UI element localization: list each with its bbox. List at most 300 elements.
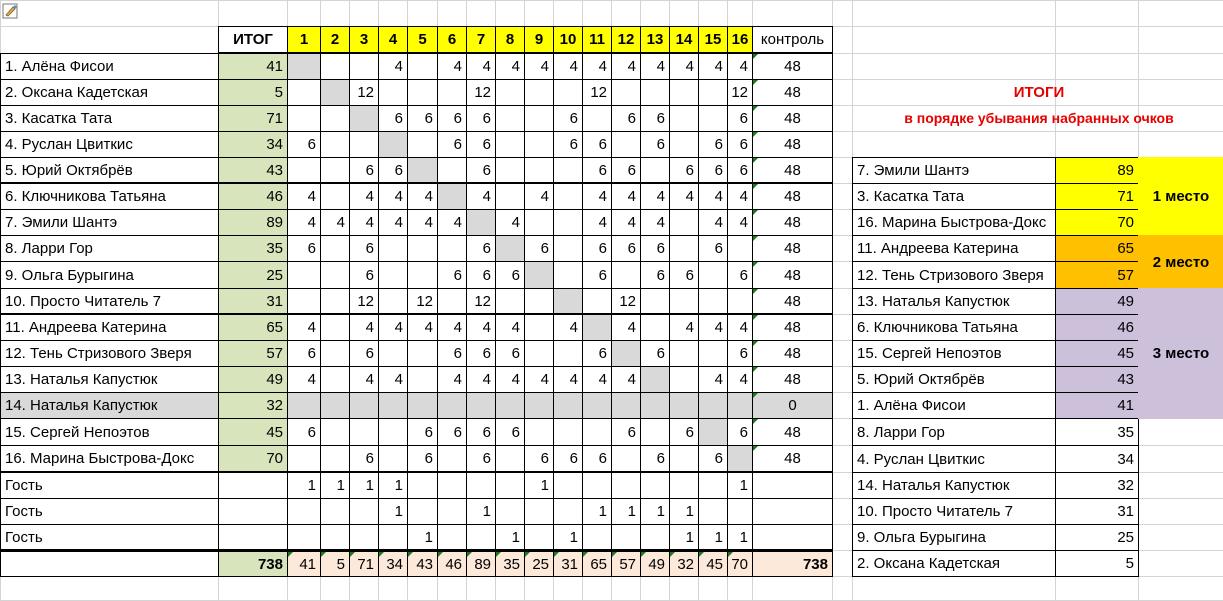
row-total[interactable]: 49 (218, 366, 288, 393)
score-cell[interactable] (466, 524, 496, 551)
score-cell[interactable]: 4 (495, 209, 525, 236)
totals-col[interactable]: 41 (287, 550, 321, 577)
totals-col[interactable]: 31 (553, 550, 583, 577)
totals-col[interactable]: 70 (727, 550, 753, 577)
row-total[interactable] (218, 524, 288, 551)
score-cell[interactable] (611, 392, 641, 419)
score-cell[interactable] (407, 498, 438, 525)
header-control[interactable]: контроль (752, 26, 833, 54)
score-cell[interactable] (287, 261, 321, 289)
score-cell[interactable]: 6 (466, 105, 496, 132)
result-name[interactable]: 16. Марина Быстрова-Докс (852, 209, 1056, 236)
score-cell[interactable] (669, 79, 699, 106)
score-cell[interactable]: 4 (287, 314, 321, 341)
score-cell[interactable]: 6 (524, 445, 554, 473)
score-cell[interactable] (582, 472, 612, 499)
score-cell[interactable]: 1 (669, 524, 699, 551)
score-cell[interactable]: 4 (611, 53, 641, 80)
row-control[interactable]: 48 (752, 183, 833, 210)
row-name[interactable]: 15. Сергей Непоэтов (0, 418, 219, 446)
score-cell[interactable] (553, 183, 583, 210)
score-cell[interactable]: 4 (349, 209, 379, 236)
row-total[interactable]: 5 (218, 79, 288, 106)
row-name[interactable]: 8. Ларри Гор (0, 235, 219, 262)
score-cell[interactable] (437, 472, 467, 499)
score-cell[interactable] (378, 340, 408, 367)
score-cell[interactable]: 1 (698, 524, 728, 551)
score-cell[interactable] (698, 392, 728, 419)
score-cell[interactable]: 4 (698, 53, 728, 80)
result-name[interactable]: 10. Просто Читатель 7 (852, 498, 1056, 525)
score-cell[interactable]: 1 (378, 498, 408, 525)
row-name[interactable]: 2. Оксана Кадетская (0, 79, 219, 106)
score-cell[interactable]: 12 (582, 79, 612, 106)
score-cell[interactable]: 4 (727, 183, 753, 210)
result-name[interactable]: 12. Тень Стризового Зверя (852, 261, 1056, 289)
row-name[interactable]: Гость (0, 524, 219, 551)
row-name[interactable]: 9. Ольга Бурыгина (0, 261, 219, 289)
score-cell[interactable] (495, 79, 525, 106)
score-cell[interactable]: 4 (378, 314, 408, 341)
score-cell[interactable]: 6 (669, 157, 699, 184)
totals-col[interactable]: 65 (582, 550, 612, 577)
score-cell[interactable] (349, 418, 379, 446)
row-name[interactable]: 11. Андреева Катерина (0, 314, 219, 341)
row-control[interactable]: 48 (752, 288, 833, 315)
score-cell[interactable]: 6 (698, 131, 728, 158)
row-name[interactable]: 3. Касатка Тата (0, 105, 219, 132)
score-cell[interactable]: 6 (466, 235, 496, 262)
header-itog[interactable]: ИТОГ (218, 26, 288, 54)
row-total[interactable]: 41 (218, 53, 288, 80)
score-cell[interactable]: 4 (437, 209, 467, 236)
row-total[interactable]: 65 (218, 314, 288, 341)
score-cell[interactable]: 1 (495, 524, 525, 551)
row-total[interactable]: 32 (218, 392, 288, 419)
score-cell[interactable]: 1 (582, 498, 612, 525)
row-total[interactable]: 70 (218, 445, 288, 473)
score-cell[interactable]: 6 (611, 157, 641, 184)
score-cell[interactable]: 4 (378, 209, 408, 236)
row-total[interactable] (218, 498, 288, 525)
score-cell[interactable]: 4 (524, 53, 554, 80)
row-control[interactable]: 48 (752, 445, 833, 473)
score-cell[interactable] (495, 105, 525, 132)
score-cell[interactable] (287, 498, 321, 525)
row-control[interactable]: 48 (752, 157, 833, 184)
result-name[interactable]: 2. Оксана Кадетская (852, 550, 1056, 577)
score-cell[interactable] (553, 418, 583, 446)
score-cell[interactable]: 4 (611, 314, 641, 341)
score-cell[interactable] (640, 418, 670, 446)
score-cell[interactable] (582, 392, 612, 419)
result-score[interactable]: 70 (1055, 209, 1139, 236)
score-cell[interactable] (698, 340, 728, 367)
score-cell[interactable]: 6 (727, 261, 753, 289)
score-cell[interactable] (320, 79, 350, 106)
score-cell[interactable] (437, 288, 467, 315)
score-cell[interactable]: 4 (698, 366, 728, 393)
result-name[interactable]: 7. Эмили Шантэ (852, 157, 1056, 184)
score-cell[interactable] (378, 288, 408, 315)
row-control[interactable]: 0 (752, 392, 833, 419)
score-cell[interactable] (582, 288, 612, 315)
score-cell[interactable] (611, 340, 641, 367)
score-cell[interactable] (349, 53, 379, 80)
score-cell[interactable] (407, 261, 438, 289)
score-cell[interactable]: 1 (611, 498, 641, 525)
score-cell[interactable]: 6 (727, 418, 753, 446)
score-cell[interactable] (287, 445, 321, 473)
place-label-2[interactable]: 2 место (1138, 235, 1223, 289)
score-cell[interactable] (437, 79, 467, 106)
row-total[interactable]: 25 (218, 261, 288, 289)
row-control[interactable] (752, 472, 833, 499)
score-cell[interactable] (407, 366, 438, 393)
score-cell[interactable]: 4 (640, 183, 670, 210)
score-cell[interactable]: 6 (611, 418, 641, 446)
score-cell[interactable]: 6 (466, 340, 496, 367)
score-cell[interactable]: 6 (437, 131, 467, 158)
totals-col[interactable]: 25 (524, 550, 554, 577)
totals-col[interactable]: 89 (466, 550, 496, 577)
score-cell[interactable]: 6 (582, 445, 612, 473)
score-cell[interactable] (378, 445, 408, 473)
score-cell[interactable] (495, 392, 525, 419)
row-control[interactable]: 48 (752, 131, 833, 158)
score-cell[interactable]: 4 (407, 314, 438, 341)
score-cell[interactable] (524, 314, 554, 341)
score-cell[interactable]: 6 (437, 418, 467, 446)
score-cell[interactable] (524, 209, 554, 236)
score-cell[interactable] (524, 131, 554, 158)
score-cell[interactable]: 1 (669, 498, 699, 525)
score-cell[interactable]: 6 (437, 105, 467, 132)
header-col-4[interactable]: 4 (378, 26, 408, 54)
score-cell[interactable] (727, 288, 753, 315)
score-cell[interactable] (669, 131, 699, 158)
score-cell[interactable]: 1 (378, 472, 408, 499)
header-col-16[interactable]: 16 (727, 26, 753, 54)
score-cell[interactable]: 6 (437, 340, 467, 367)
score-cell[interactable] (669, 105, 699, 132)
score-cell[interactable] (378, 524, 408, 551)
score-cell[interactable]: 6 (611, 105, 641, 132)
score-cell[interactable] (553, 392, 583, 419)
score-cell[interactable]: 4 (582, 183, 612, 210)
score-cell[interactable] (698, 498, 728, 525)
totals-col[interactable]: 71 (349, 550, 379, 577)
score-cell[interactable] (437, 498, 467, 525)
score-cell[interactable]: 6 (582, 157, 612, 184)
score-cell[interactable]: 6 (698, 157, 728, 184)
score-cell[interactable] (524, 261, 554, 289)
row-control[interactable]: 48 (752, 235, 833, 262)
score-cell[interactable] (407, 79, 438, 106)
result-score[interactable]: 32 (1055, 472, 1139, 499)
score-cell[interactable] (553, 235, 583, 262)
score-cell[interactable] (466, 472, 496, 499)
result-name[interactable]: 6. Ключникова Татьяна (852, 314, 1056, 341)
score-cell[interactable]: 6 (640, 445, 670, 473)
score-cell[interactable]: 6 (466, 131, 496, 158)
result-score[interactable]: 89 (1055, 157, 1139, 184)
totals-col[interactable]: 5 (320, 550, 350, 577)
score-cell[interactable] (553, 209, 583, 236)
score-cell[interactable]: 4 (553, 366, 583, 393)
row-control[interactable]: 48 (752, 261, 833, 289)
row-total[interactable]: 71 (218, 105, 288, 132)
score-cell[interactable]: 6 (466, 418, 496, 446)
row-total[interactable]: 35 (218, 235, 288, 262)
score-cell[interactable] (495, 498, 525, 525)
row-total[interactable]: 45 (218, 418, 288, 446)
score-cell[interactable] (524, 105, 554, 132)
score-cell[interactable]: 12 (349, 79, 379, 106)
header-col-5[interactable]: 5 (407, 26, 438, 54)
row-total[interactable] (218, 472, 288, 499)
score-cell[interactable] (320, 314, 350, 341)
score-cell[interactable]: 4 (727, 314, 753, 341)
score-cell[interactable]: 6 (582, 261, 612, 289)
score-cell[interactable]: 6 (349, 340, 379, 367)
score-cell[interactable] (524, 418, 554, 446)
row-name[interactable]: 6. Ключникова Татьяна (0, 183, 219, 210)
header-col-11[interactable]: 11 (582, 26, 612, 54)
score-cell[interactable] (320, 445, 350, 473)
score-cell[interactable]: 6 (640, 235, 670, 262)
score-cell[interactable] (287, 79, 321, 106)
header-col-12[interactable]: 12 (611, 26, 641, 54)
score-cell[interactable]: 4 (698, 314, 728, 341)
totals-col[interactable]: 35 (495, 550, 525, 577)
score-cell[interactable]: 6 (466, 261, 496, 289)
score-cell[interactable] (669, 340, 699, 367)
place-label-1[interactable]: 1 место (1138, 157, 1223, 236)
score-cell[interactable]: 6 (727, 340, 753, 367)
result-score[interactable]: 34 (1055, 445, 1139, 473)
score-cell[interactable]: 6 (640, 105, 670, 132)
score-cell[interactable]: 12 (727, 79, 753, 106)
score-cell[interactable] (407, 392, 438, 419)
totals-control[interactable]: 738 (752, 550, 833, 577)
score-cell[interactable]: 4 (466, 53, 496, 80)
score-cell[interactable] (524, 524, 554, 551)
header-col-13[interactable]: 13 (640, 26, 670, 54)
score-cell[interactable]: 1 (349, 472, 379, 499)
score-cell[interactable] (407, 235, 438, 262)
brush-icon[interactable] (2, 2, 20, 20)
score-cell[interactable]: 6 (640, 340, 670, 367)
score-cell[interactable]: 4 (437, 366, 467, 393)
score-cell[interactable]: 12 (407, 288, 438, 315)
result-score[interactable]: 71 (1055, 183, 1139, 210)
result-name[interactable]: 9. Ольга Бурыгина (852, 524, 1056, 551)
score-cell[interactable] (698, 261, 728, 289)
score-cell[interactable]: 6 (640, 131, 670, 158)
score-cell[interactable]: 6 (495, 340, 525, 367)
score-cell[interactable]: 4 (640, 209, 670, 236)
score-cell[interactable]: 1 (727, 472, 753, 499)
score-cell[interactable] (640, 314, 670, 341)
score-cell[interactable] (524, 79, 554, 106)
score-cell[interactable] (611, 79, 641, 106)
result-score[interactable]: 5 (1055, 550, 1139, 577)
score-cell[interactable]: 4 (582, 366, 612, 393)
score-cell[interactable]: 4 (320, 209, 350, 236)
score-cell[interactable] (349, 392, 379, 419)
score-cell[interactable]: 4 (582, 209, 612, 236)
score-cell[interactable] (727, 498, 753, 525)
score-cell[interactable]: 4 (349, 314, 379, 341)
totals-itog[interactable]: 738 (218, 550, 288, 577)
score-cell[interactable] (407, 472, 438, 499)
score-cell[interactable] (495, 288, 525, 315)
score-cell[interactable] (407, 157, 438, 184)
score-cell[interactable]: 4 (287, 366, 321, 393)
score-cell[interactable]: 4 (611, 183, 641, 210)
score-cell[interactable] (320, 418, 350, 446)
row-name[interactable]: 4. Руслан Цвиткис (0, 131, 219, 158)
score-cell[interactable] (320, 157, 350, 184)
result-name[interactable]: 11. Андреева Катерина (852, 235, 1056, 262)
score-cell[interactable]: 1 (320, 472, 350, 499)
score-cell[interactable]: 4 (495, 53, 525, 80)
score-cell[interactable] (495, 235, 525, 262)
score-cell[interactable]: 4 (553, 314, 583, 341)
result-name[interactable]: 1. Алёна Фисои (852, 392, 1056, 419)
score-cell[interactable]: 6 (727, 157, 753, 184)
score-cell[interactable]: 4 (378, 53, 408, 80)
header-col-8[interactable]: 8 (495, 26, 525, 54)
result-name[interactable]: 4. Руслан Цвиткис (852, 445, 1056, 473)
score-cell[interactable]: 4 (437, 314, 467, 341)
score-cell[interactable]: 12 (466, 79, 496, 106)
score-cell[interactable] (640, 288, 670, 315)
score-cell[interactable]: 6 (349, 445, 379, 473)
score-cell[interactable] (582, 105, 612, 132)
result-score[interactable]: 35 (1055, 418, 1139, 446)
score-cell[interactable]: 6 (698, 235, 728, 262)
result-score[interactable]: 31 (1055, 498, 1139, 525)
result-score[interactable]: 57 (1055, 261, 1139, 289)
score-cell[interactable]: 6 (349, 157, 379, 184)
score-cell[interactable]: 4 (727, 366, 753, 393)
score-cell[interactable] (437, 445, 467, 473)
score-cell[interactable]: 4 (524, 366, 554, 393)
score-cell[interactable]: 6 (727, 131, 753, 158)
result-score[interactable]: 65 (1055, 235, 1139, 262)
score-cell[interactable] (320, 524, 350, 551)
score-cell[interactable]: 6 (349, 261, 379, 289)
score-cell[interactable] (437, 183, 467, 210)
score-cell[interactable]: 6 (407, 418, 438, 446)
score-cell[interactable]: 4 (495, 314, 525, 341)
score-cell[interactable] (437, 157, 467, 184)
score-cell[interactable] (669, 235, 699, 262)
score-cell[interactable] (698, 105, 728, 132)
score-cell[interactable] (698, 288, 728, 315)
score-cell[interactable]: 4 (640, 53, 670, 80)
result-score[interactable]: 46 (1055, 314, 1139, 341)
score-cell[interactable] (553, 79, 583, 106)
score-cell[interactable] (611, 524, 641, 551)
header-col-14[interactable]: 14 (669, 26, 699, 54)
row-total[interactable]: 89 (218, 209, 288, 236)
score-cell[interactable] (553, 498, 583, 525)
score-cell[interactable] (287, 53, 321, 80)
score-cell[interactable] (378, 418, 408, 446)
totals-col[interactable]: 57 (611, 550, 641, 577)
score-cell[interactable] (611, 261, 641, 289)
score-cell[interactable]: 6 (287, 131, 321, 158)
score-cell[interactable] (320, 131, 350, 158)
score-cell[interactable] (640, 366, 670, 393)
score-cell[interactable]: 4 (669, 53, 699, 80)
score-cell[interactable]: 4 (287, 209, 321, 236)
score-cell[interactable] (640, 472, 670, 499)
score-cell[interactable] (320, 183, 350, 210)
score-cell[interactable]: 1 (407, 524, 438, 551)
score-cell[interactable] (407, 131, 438, 158)
score-cell[interactable] (466, 209, 496, 236)
score-cell[interactable] (611, 131, 641, 158)
row-name[interactable]: 14. Наталья Капустюк (0, 392, 219, 419)
score-cell[interactable] (727, 445, 753, 473)
totals-col[interactable]: 32 (669, 550, 699, 577)
score-cell[interactable]: 6 (495, 418, 525, 446)
score-cell[interactable]: 4 (466, 366, 496, 393)
row-name[interactable]: 5. Юрий Октябрёв (0, 157, 219, 184)
result-score[interactable]: 45 (1055, 340, 1139, 367)
score-cell[interactable] (349, 105, 379, 132)
score-cell[interactable]: 6 (553, 105, 583, 132)
score-cell[interactable] (698, 79, 728, 106)
score-cell[interactable]: 6 (582, 131, 612, 158)
score-cell[interactable]: 4 (378, 366, 408, 393)
score-cell[interactable]: 6 (669, 418, 699, 446)
score-cell[interactable] (320, 288, 350, 315)
score-cell[interactable] (669, 392, 699, 419)
score-cell[interactable]: 4 (669, 314, 699, 341)
row-total[interactable]: 57 (218, 340, 288, 367)
score-cell[interactable] (495, 472, 525, 499)
row-control[interactable] (752, 524, 833, 551)
totals-col[interactable]: 34 (378, 550, 408, 577)
header-col-2[interactable]: 2 (320, 26, 350, 54)
score-cell[interactable] (349, 524, 379, 551)
score-cell[interactable]: 12 (466, 288, 496, 315)
row-name[interactable]: 12. Тень Стризового Зверя (0, 340, 219, 367)
score-cell[interactable]: 4 (466, 314, 496, 341)
score-cell[interactable]: 6 (495, 261, 525, 289)
score-cell[interactable] (669, 209, 699, 236)
header-col-3[interactable]: 3 (349, 26, 379, 54)
result-score[interactable]: 41 (1055, 392, 1139, 419)
score-cell[interactable]: 4 (669, 183, 699, 210)
score-cell[interactable] (553, 261, 583, 289)
score-cell[interactable]: 1 (640, 498, 670, 525)
score-cell[interactable]: 6 (287, 235, 321, 262)
row-control[interactable] (752, 498, 833, 525)
score-cell[interactable] (553, 288, 583, 315)
score-cell[interactable]: 4 (349, 366, 379, 393)
score-cell[interactable] (349, 131, 379, 158)
score-cell[interactable]: 4 (727, 53, 753, 80)
row-name[interactable]: 13. Наталья Капустюк (0, 366, 219, 393)
row-name[interactable]: Гость (0, 472, 219, 499)
score-cell[interactable]: 6 (407, 445, 438, 473)
